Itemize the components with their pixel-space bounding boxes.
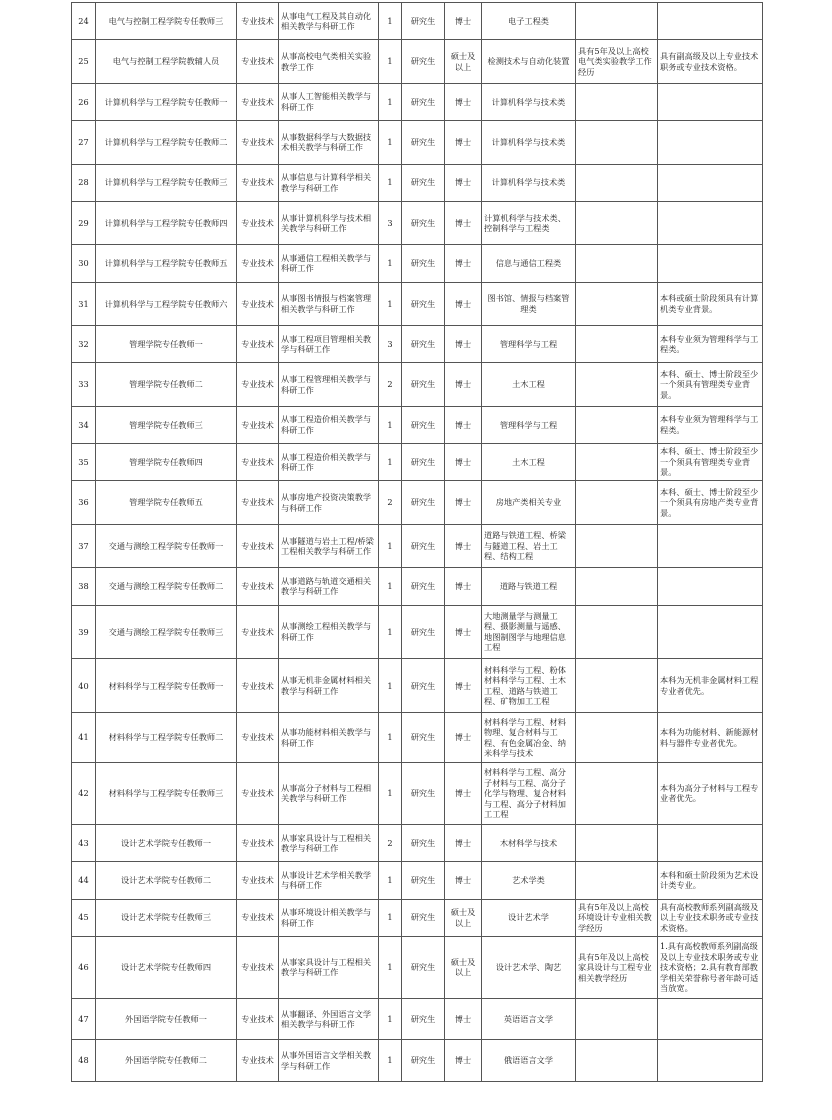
cell-education: 研究生 [402,3,445,40]
cell-position: 计算机科学与工程学院专任教师二 [96,121,237,164]
cell-degree: 博士 [445,568,482,605]
cell-number: 32 [72,326,96,363]
cell-number: 34 [72,406,96,443]
table-row [72,481,763,524]
cell-category: 专业技术 [237,862,279,899]
table-row [72,659,763,713]
cell-position: 计算机科学与工程学院专任教师六 [96,282,237,325]
cell-position: 计算机科学与工程学院专任教师一 [96,83,237,120]
table-row [72,363,763,406]
cell-count: 3 [379,326,402,363]
cell-experience [576,1040,658,1082]
cell-other: 本科、硕士、博士阶段至少一个须具有房地产类专业背景。 [658,481,763,524]
cell-duty: 从事无机非金属材料相关教学与科研工作 [279,659,379,713]
cell-position: 管理学院专任教师二 [96,363,237,406]
cell-count: 1 [379,282,402,325]
cell-other [658,201,763,244]
cell-education: 研究生 [402,899,445,936]
cell-other: 本科为功能材料、新能源材料与器件专业者优先。 [658,713,763,763]
cell-position: 计算机科学与工程学院专任教师三 [96,164,237,201]
cell-other: 具有高校教师系列副高级及以上专业技术职务或专业技术资格。 [658,899,763,936]
cell-education: 研究生 [402,481,445,524]
cell-count: 1 [379,121,402,164]
cell-education: 研究生 [402,201,445,244]
cell-category: 专业技术 [237,83,279,120]
cell-count: 2 [379,363,402,406]
cell-major: 材料科学与工程、高分子材料与工程、高分子化学与物理、复合材料与工程、高分子材料加工工程 [482,762,576,824]
cell-education: 研究生 [402,1040,445,1082]
cell-number: 37 [72,524,96,567]
cell-education: 研究生 [402,659,445,713]
cell-category: 专业技术 [237,164,279,201]
cell-major: 材料科学与工程、材料物理、复合材料与工程、有色金属冶金、纳米科学与技术 [482,713,576,763]
cell-degree: 博士 [445,481,482,524]
cell-count: 3 [379,201,402,244]
cell-education: 研究生 [402,862,445,899]
cell-degree: 博士 [445,245,482,282]
cell-education: 研究生 [402,245,445,282]
cell-position: 电气与控制工程学院专任教师三 [96,3,237,40]
table-row [72,1040,763,1082]
cell-education: 研究生 [402,363,445,406]
cell-degree: 博士 [445,713,482,763]
table-row [72,282,763,325]
cell-count: 1 [379,245,402,282]
cell-category: 专业技术 [237,825,279,862]
cell-degree: 博士 [445,121,482,164]
cell-category: 专业技术 [237,3,279,40]
cell-experience [576,121,658,164]
table-row [72,121,763,164]
cell-number: 48 [72,1040,96,1082]
cell-count: 2 [379,825,402,862]
cell-degree: 博士 [445,83,482,120]
cell-duty: 从事设计艺术学相关教学与科研工作 [279,862,379,899]
cell-major: 材料科学与工程、粉体材料科学与工程、土木工程、道路与铁道工程、矿物加工工程 [482,659,576,713]
cell-count: 1 [379,605,402,659]
cell-degree: 博士 [445,762,482,824]
cell-position: 材料科学与工程学院专任教师二 [96,713,237,763]
cell-other [658,164,763,201]
cell-other [658,825,763,862]
cell-count: 1 [379,568,402,605]
table-row [72,605,763,659]
cell-number: 26 [72,83,96,120]
cell-experience [576,825,658,862]
table-row [72,568,763,605]
cell-count: 1 [379,406,402,443]
cell-category: 专业技术 [237,936,279,998]
cell-education: 研究生 [402,83,445,120]
cell-experience [576,363,658,406]
table-row [72,936,763,998]
cell-count: 1 [379,899,402,936]
cell-major: 计算机科学与技术类 [482,83,576,120]
table-row [72,40,763,83]
cell-other [658,1040,763,1082]
cell-other: 本科、硕士、博士阶段至少一个须具有管理类专业背景。 [658,363,763,406]
cell-degree: 博士 [445,282,482,325]
cell-position: 计算机科学与工程学院专任教师五 [96,245,237,282]
cell-degree: 博士 [445,825,482,862]
cell-duty: 从事电气工程及其自动化相关教学与科研工作 [279,3,379,40]
cell-major: 土木工程 [482,444,576,481]
table-row [72,862,763,899]
cell-count: 1 [379,659,402,713]
cell-other: 具有副高级及以上专业技术职务或专业技术资格。 [658,40,763,83]
cell-experience [576,998,658,1039]
cell-duty: 从事家具设计与工程相关教学与科研工作 [279,936,379,998]
cell-education: 研究生 [402,121,445,164]
cell-major: 艺术学类 [482,862,576,899]
cell-major: 俄语语言文学 [482,1040,576,1082]
cell-education: 研究生 [402,406,445,443]
cell-education: 研究生 [402,326,445,363]
cell-experience [576,524,658,567]
table-row [72,524,763,567]
cell-major: 管理科学与工程 [482,326,576,363]
cell-degree: 博士 [445,524,482,567]
cell-duty: 从事计算机科学与技术相关教学与科研工作 [279,201,379,244]
cell-degree: 博士 [445,164,482,201]
cell-degree: 硕士及以上 [445,899,482,936]
cell-number: 36 [72,481,96,524]
cell-duty: 从事图书情报与档案管理相关教学与科研工作 [279,282,379,325]
cell-position: 交通与测绘工程学院专任教师三 [96,605,237,659]
cell-degree: 博士 [445,363,482,406]
cell-count: 1 [379,936,402,998]
cell-number: 40 [72,659,96,713]
cell-major: 计算机科学与技术类 [482,121,576,164]
cell-other [658,524,763,567]
cell-experience [576,444,658,481]
cell-position: 管理学院专任教师四 [96,444,237,481]
cell-major: 道路与铁道工程、桥梁与隧道工程、岩土工程、结构工程 [482,524,576,567]
cell-count: 2 [379,481,402,524]
cell-duty: 从事隧道与岩土工程/桥梁工程相关教学与科研工作 [279,524,379,567]
table-row [72,762,763,824]
cell-category: 专业技术 [237,998,279,1039]
cell-other [658,605,763,659]
cell-experience [576,83,658,120]
table-row [72,83,763,120]
cell-position: 管理学院专任教师五 [96,481,237,524]
cell-experience [576,762,658,824]
cell-position: 电气与控制工程学院教辅人员 [96,40,237,83]
cell-duty: 从事房地产投资决策教学与科研工作 [279,481,379,524]
cell-other [658,568,763,605]
recruitment-table-page [71,2,762,1082]
cell-number: 28 [72,164,96,201]
table-row [72,444,763,481]
cell-count: 1 [379,1040,402,1082]
cell-number: 33 [72,363,96,406]
cell-position: 设计艺术学院专任教师四 [96,936,237,998]
cell-number: 31 [72,282,96,325]
cell-category: 专业技术 [237,444,279,481]
cell-major: 设计艺术学、陶艺 [482,936,576,998]
cell-experience [576,245,658,282]
cell-experience [576,164,658,201]
cell-experience [576,862,658,899]
cell-duty: 从事高校电气类相关实验教学工作 [279,40,379,83]
cell-other: 本科专业须为管理科学与工程类。 [658,406,763,443]
cell-position: 交通与测绘工程学院专任教师二 [96,568,237,605]
cell-number: 38 [72,568,96,605]
cell-category: 专业技术 [237,282,279,325]
cell-number: 45 [72,899,96,936]
table-row [72,201,763,244]
cell-number: 47 [72,998,96,1039]
cell-number: 42 [72,762,96,824]
cell-number: 35 [72,444,96,481]
cell-other: 本科为无机非金属材料工程专业者优先。 [658,659,763,713]
cell-other: 本科和硕士阶段须为艺术设计类专业。 [658,862,763,899]
cell-degree: 博士 [445,444,482,481]
cell-other: 1.具有高校教师系列副高级及以上专业技术职务或专业技术资格；2.具有教育部教学相关荣誉称号者年龄可适当放宽。 [658,936,763,998]
cell-education: 研究生 [402,444,445,481]
cell-experience [576,605,658,659]
cell-degree: 博士 [445,406,482,443]
cell-count: 1 [379,164,402,201]
cell-education: 研究生 [402,713,445,763]
cell-duty: 从事工程管理相关教学与科研工作 [279,363,379,406]
cell-degree: 硕士及以上 [445,936,482,998]
cell-position: 外国语学院专任教师二 [96,1040,237,1082]
cell-duty: 从事家具设计与工程相关教学与科研工作 [279,825,379,862]
cell-duty: 从事道路与轨道交通相关教学与科研工作 [279,568,379,605]
cell-experience [576,326,658,363]
cell-count: 1 [379,998,402,1039]
table-row [72,899,763,936]
cell-position: 设计艺术学院专任教师二 [96,862,237,899]
cell-other [658,245,763,282]
cell-experience [576,3,658,40]
cell-experience [576,481,658,524]
cell-duty: 从事外国语言文学相关教学与科研工作 [279,1040,379,1082]
cell-number: 27 [72,121,96,164]
cell-duty: 从事人工智能相关教学与科研工作 [279,83,379,120]
cell-duty: 从事工程造价相关教学与科研工作 [279,444,379,481]
cell-position: 设计艺术学院专任教师一 [96,825,237,862]
cell-number: 29 [72,201,96,244]
cell-other: 本科为高分子材料与工程专业者优先。 [658,762,763,824]
cell-category: 专业技术 [237,659,279,713]
cell-duty: 从事环境设计相关教学与科研工作 [279,899,379,936]
cell-experience [576,659,658,713]
cell-education: 研究生 [402,825,445,862]
cell-category: 专业技术 [237,713,279,763]
cell-experience: 具有5年及以上高校环境设计专业相关教学经历 [576,899,658,936]
recruitment-table [71,2,763,1082]
cell-category: 专业技术 [237,121,279,164]
cell-duty: 从事工程造价相关教学与科研工作 [279,406,379,443]
cell-major: 计算机科学与技术类 [482,164,576,201]
cell-experience: 具有5年及以上高校电气类实验教学工作经历 [576,40,658,83]
cell-number: 30 [72,245,96,282]
cell-number: 46 [72,936,96,998]
cell-major: 道路与铁道工程 [482,568,576,605]
cell-other [658,121,763,164]
cell-degree: 博士 [445,201,482,244]
cell-education: 研究生 [402,568,445,605]
cell-number: 39 [72,605,96,659]
cell-experience [576,568,658,605]
cell-major: 土木工程 [482,363,576,406]
cell-category: 专业技术 [237,1040,279,1082]
cell-count: 1 [379,3,402,40]
table-row [72,164,763,201]
table-row [72,825,763,862]
cell-experience [576,406,658,443]
cell-major: 英语语言文学 [482,998,576,1039]
cell-position: 交通与测绘工程学院专任教师一 [96,524,237,567]
cell-duty: 从事信息与计算科学相关教学与科研工作 [279,164,379,201]
cell-experience: 具有5年及以上高校家具设计与工程专业相关教学经历 [576,936,658,998]
cell-major: 管理科学与工程 [482,406,576,443]
cell-duty: 从事功能材料相关教学与科研工作 [279,713,379,763]
cell-other: 本科、硕士、博士阶段至少一个须具有管理类专业背景。 [658,444,763,481]
cell-category: 专业技术 [237,481,279,524]
cell-position: 管理学院专任教师一 [96,326,237,363]
cell-other [658,83,763,120]
cell-other [658,998,763,1039]
cell-position: 材料科学与工程学院专任教师一 [96,659,237,713]
cell-category: 专业技术 [237,524,279,567]
cell-count: 1 [379,862,402,899]
cell-major: 房地产类相关专业 [482,481,576,524]
cell-other: 本科专业须为管理科学与工程类。 [658,326,763,363]
cell-education: 研究生 [402,164,445,201]
cell-degree: 博士 [445,998,482,1039]
cell-category: 专业技术 [237,406,279,443]
cell-count: 1 [379,444,402,481]
cell-category: 专业技术 [237,40,279,83]
cell-degree: 硕士及以上 [445,40,482,83]
cell-duty: 从事数据科学与大数据技术相关教学与科研工作 [279,121,379,164]
cell-experience [576,713,658,763]
cell-category: 专业技术 [237,605,279,659]
cell-duty: 从事通信工程相关教学与科研工作 [279,245,379,282]
cell-count: 1 [379,83,402,120]
cell-education: 研究生 [402,762,445,824]
cell-major: 计算机科学与技术类、控制科学与工程类 [482,201,576,244]
cell-education: 研究生 [402,936,445,998]
cell-other: 本科或硕士阶段须具有计算机类专业背景。 [658,282,763,325]
cell-experience [576,282,658,325]
table-row [72,3,763,40]
cell-category: 专业技术 [237,363,279,406]
table-row [72,406,763,443]
cell-count: 1 [379,713,402,763]
cell-category: 专业技术 [237,201,279,244]
cell-major: 检测技术与自动化装置 [482,40,576,83]
cell-experience [576,201,658,244]
cell-number: 41 [72,713,96,763]
cell-number: 25 [72,40,96,83]
cell-education: 研究生 [402,605,445,659]
table-row [72,326,763,363]
cell-degree: 博士 [445,1040,482,1082]
cell-category: 专业技术 [237,568,279,605]
cell-position: 设计艺术学院专任教师三 [96,899,237,936]
table-row [72,998,763,1039]
cell-category: 专业技术 [237,326,279,363]
cell-education: 研究生 [402,40,445,83]
cell-major: 电子工程类 [482,3,576,40]
cell-category: 专业技术 [237,762,279,824]
cell-count: 1 [379,762,402,824]
cell-education: 研究生 [402,524,445,567]
cell-position: 材料科学与工程学院专任教师三 [96,762,237,824]
cell-degree: 博士 [445,862,482,899]
cell-major: 设计艺术学 [482,899,576,936]
cell-education: 研究生 [402,998,445,1039]
cell-major: 木材科学与技术 [482,825,576,862]
cell-position: 计算机科学与工程学院专任教师四 [96,201,237,244]
cell-number: 24 [72,3,96,40]
cell-duty: 从事测绘工程相关教学与科研工作 [279,605,379,659]
cell-count: 1 [379,524,402,567]
cell-other [658,3,763,40]
table-row [72,713,763,763]
cell-position: 外国语学院专任教师一 [96,998,237,1039]
cell-duty: 从事翻译、外国语言文学相关教学与科研工作 [279,998,379,1039]
table-row [72,245,763,282]
cell-category: 专业技术 [237,245,279,282]
cell-degree: 博士 [445,3,482,40]
cell-position: 管理学院专任教师三 [96,406,237,443]
cell-duty: 从事工程项目管理相关教学与科研工作 [279,326,379,363]
cell-degree: 博士 [445,326,482,363]
cell-number: 43 [72,825,96,862]
cell-category: 专业技术 [237,899,279,936]
cell-major: 图书馆、情报与档案管理类 [482,282,576,325]
cell-duty: 从事高分子材料与工程相关教学与科研工作 [279,762,379,824]
cell-major: 大地测量学与测量工程、摄影测量与遥感、地图制图学与地理信息工程 [482,605,576,659]
cell-degree: 博士 [445,605,482,659]
cell-major: 信息与通信工程类 [482,245,576,282]
cell-education: 研究生 [402,282,445,325]
cell-degree: 博士 [445,659,482,713]
cell-number: 44 [72,862,96,899]
cell-count: 1 [379,40,402,83]
